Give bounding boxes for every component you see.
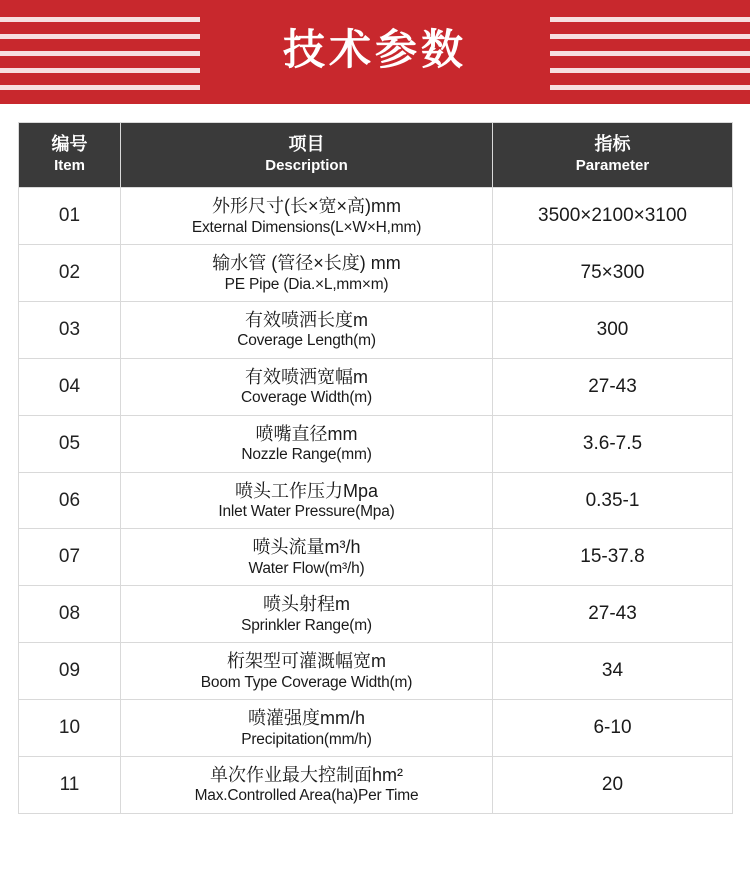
cell-description (121, 756, 493, 813)
cell-description-en: Coverage Length(m) (237, 332, 376, 350)
cell-description-en: Coverage Width(m) (241, 389, 372, 407)
page-title (0, 0, 750, 104)
cell-description-cn: 桁架型可灌溉幅宽m (227, 651, 386, 672)
table-body (19, 188, 733, 814)
cell-parameter: 34 (493, 643, 733, 700)
cell-description-cn: 有效喷洒长度m (245, 309, 368, 330)
cell-parameter: 6-10 (493, 700, 733, 757)
cell-description-cn: 外形尺寸(长×宽×高)mm (212, 196, 401, 217)
cell-description-cn: 喷灌强度mm/h (248, 708, 365, 729)
cell-description (121, 472, 493, 529)
cell-description-en: Max.Controlled Area(ha)Per Time (194, 787, 419, 805)
cell-parameter: 20 (493, 756, 733, 813)
cell-item: 05 (19, 415, 121, 472)
cell-item: 09 (19, 643, 121, 700)
cell-description-en: Water Flow(m³/h) (248, 559, 365, 577)
cell-item: 01 (19, 188, 121, 245)
cell-item: 11 (19, 756, 121, 813)
cell-item: 04 (19, 358, 121, 415)
cell-description-en: Inlet Water Pressure(Mpa) (218, 503, 395, 521)
cell-description (121, 700, 493, 757)
cell-description (121, 301, 493, 358)
cell-parameter: 75×300 (493, 245, 733, 302)
page-title-text: 技术参数 (257, 23, 493, 81)
table-row (19, 415, 733, 472)
cell-parameter: 300 (493, 301, 733, 358)
cell-description-cn: 喷嘴直径mm (255, 423, 358, 444)
cell-description-cn: 喷头工作压力Mpa (234, 480, 378, 501)
column-header-description-cn: 项目 (288, 134, 325, 154)
cell-description-en: Precipitation(mm/h) (241, 730, 372, 748)
cell-description-en: Nozzle Range(mm) (241, 446, 372, 464)
cell-description (121, 643, 493, 700)
table-header (19, 123, 733, 188)
table-row (19, 188, 733, 245)
cell-description (121, 188, 493, 245)
cell-description (121, 586, 493, 643)
cell-description-en: Boom Type Coverage Width(m) (200, 673, 413, 691)
cell-description (121, 358, 493, 415)
cell-description-cn: 单次作业最大控制面hm² (210, 764, 403, 785)
column-header-parameter (493, 123, 733, 188)
cell-description-en: Sprinkler Range(m) (241, 616, 372, 634)
cell-parameter: 27-43 (493, 586, 733, 643)
table-row (19, 586, 733, 643)
cell-item: 08 (19, 586, 121, 643)
cell-item: 06 (19, 472, 121, 529)
spec-table-container (0, 104, 750, 814)
column-header-description-en: Description (265, 157, 348, 175)
cell-description-en: PE Pipe (Dia.×L,mm×m) (224, 275, 389, 293)
column-header-parameter-cn: 指标 (594, 134, 631, 154)
cell-description-en: External Dimensions(L×W×H,mm) (191, 218, 422, 236)
table-header-row (19, 123, 733, 188)
cell-description (121, 415, 493, 472)
table-row (19, 301, 733, 358)
column-header-item (19, 123, 121, 188)
cell-description (121, 245, 493, 302)
cell-description-cn: 喷头射程m (263, 594, 350, 615)
spec-table (18, 122, 733, 814)
column-header-parameter-en: Parameter (575, 157, 650, 175)
table-row (19, 643, 733, 700)
cell-parameter: 0.35-1 (493, 472, 733, 529)
table-row (19, 472, 733, 529)
table-row (19, 358, 733, 415)
cell-parameter: 27-43 (493, 358, 733, 415)
cell-parameter: 3500×2100×3100 (493, 188, 733, 245)
cell-item: 10 (19, 700, 121, 757)
cell-item: 03 (19, 301, 121, 358)
cell-description-cn: 喷头流量m³/h (252, 537, 361, 558)
cell-description (121, 529, 493, 586)
cell-parameter: 3.6-7.5 (493, 415, 733, 472)
cell-item: 07 (19, 529, 121, 586)
table-row (19, 529, 733, 586)
cell-parameter: 15-37.8 (493, 529, 733, 586)
cell-description-cn: 输水管 (管径×长度) mm (212, 253, 401, 274)
page-banner (0, 0, 750, 104)
table-row (19, 756, 733, 813)
table-row (19, 700, 733, 757)
column-header-item-cn: 编号 (51, 134, 88, 154)
column-header-description (121, 123, 493, 188)
column-header-item-en: Item (54, 157, 85, 175)
table-row (19, 245, 733, 302)
cell-item: 02 (19, 245, 121, 302)
cell-description-cn: 有效喷洒宽幅m (245, 366, 368, 387)
